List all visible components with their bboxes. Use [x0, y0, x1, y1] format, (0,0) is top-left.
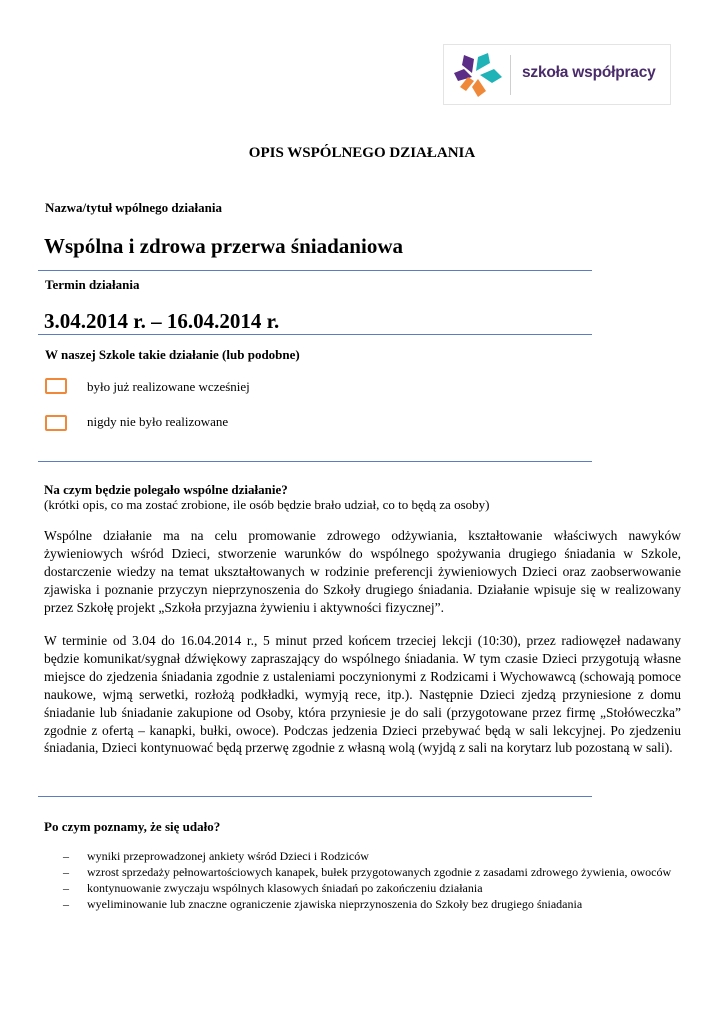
divider [38, 334, 592, 335]
list-item-text: wyeliminowanie lub znaczne ograniczenie zjawiska nieprzynoszenia do Szkoły bez drugiego śniadania [87, 897, 583, 911]
divider [38, 270, 592, 271]
checkbox-never-done[interactable] [45, 415, 67, 431]
bullet-dash: – [63, 881, 69, 895]
bullet-dash: – [63, 849, 69, 863]
logo [443, 44, 671, 105]
question1-paragraph2: W terminie od 3.04 do 16.04.2014 r., 5 minut przed końcem trzeciej lekcji (10:30), przez radiowęzeł nadawany będzie komunikat/sygnał dźwiękowy zapraszający do wspólnego śniadania. W tym czasie Dzieci przygotują własne miejsce do zjedzenia śniadania zgodnie z ustaleniami poczynionymi z Rodzicami i Wychowawcą (schowają pomoce naukowe, wjmą serwetki, rozłożą podkładki, wymyją rece, itp.). Następnie Dzieci zjedzą przyniesione z domu śniadanie lub śniadanie zakupione od Osoby, która przyniesie je do sali (przygotowane przez firmę „Stołóweczka” zgodnie z ofertą – kanapki, bułki, owoce). Podczas jedzenia Dzieci przebywać będą w sali lekcyjnej. Po zjedzeniu śniadania, Dzieci kontynuować będą przerwę zgodnie z własną wolą (wyjdą z sali na korytarz lub pozostaną w sali). [44, 633, 681, 756]
term-label: Termin działania [45, 277, 140, 292]
document-title: OPIS WSPÓLNEGO DZIAŁANIA [248, 145, 476, 161]
list-item-text: wzrost sprzedaży pełnowartościowych kanapek, bułek przygotowanych zgodnie z zasadami zdrowego żywienia, owoców [87, 865, 672, 879]
name-value: Wspólna i zdrowa przerwa śniadaniowa [44, 234, 403, 258]
term-value: 3.04.2014 r. – 16.04.2014 r. [44, 309, 280, 333]
question1-paragraph1: Wspólne działanie ma na celu promowanie zdrowego odżywiania, kształtowanie właściwych nawyków żywieniowych wśród Dzieci, stworzenie warunków do wspólnego spożywania drugiego śniadania w Szkole, dostarczenie wiedzy na temat ukształtowanych w rodzinie preferencji żywieniowych Dzieci oraz zaobserwowanie zjawiska i poznanie przyczyn nieprzynoszenia do Szkoły drugiego śniadania. Działanie wpisuje się w realizowany przez Szkołę projekt „Szkoła przyjazna żywieniu i aktywności fizycznej”. [44, 528, 681, 615]
checkbox-done-before[interactable] [45, 378, 67, 394]
divider [38, 461, 592, 462]
checkbox-never-done-label: nigdy nie było realizowane [87, 414, 229, 429]
bullet-dash: – [63, 865, 69, 879]
prior-label: W naszej Szkole takie działanie (lub podobne) [45, 347, 300, 362]
logo-flower-icon [452, 51, 504, 97]
list-item [44, 848, 684, 864]
bullet-dash: – [63, 897, 69, 911]
divider [38, 796, 592, 797]
list-item [44, 896, 684, 912]
logo-text: szkoła współpracy [522, 64, 656, 81]
question1-title: Na czym będzie polegało wspólne działanie? [44, 482, 288, 497]
list-item [44, 864, 684, 880]
list-item-text: wyniki przeprowadzonej ankiety wśród Dzieci i Rodziców [87, 849, 369, 863]
success-criteria-list [44, 848, 684, 912]
name-label: Nazwa/tytuł wpólnego działania [45, 200, 222, 215]
question1-subtitle: (krótki opis, co ma zostać zrobione, ile osób będzie brało udział, co to będą za osoby) [44, 497, 490, 512]
question2-title: Po czym poznamy, że się udało? [44, 819, 221, 834]
list-item [44, 880, 684, 896]
checkbox-done-before-label: było już realizowane wcześniej [87, 379, 250, 394]
list-item-text: kontynuowanie zwyczaju wspólnych klasowych śniadań po zakończeniu działania [87, 881, 483, 895]
logo-divider [510, 55, 511, 95]
